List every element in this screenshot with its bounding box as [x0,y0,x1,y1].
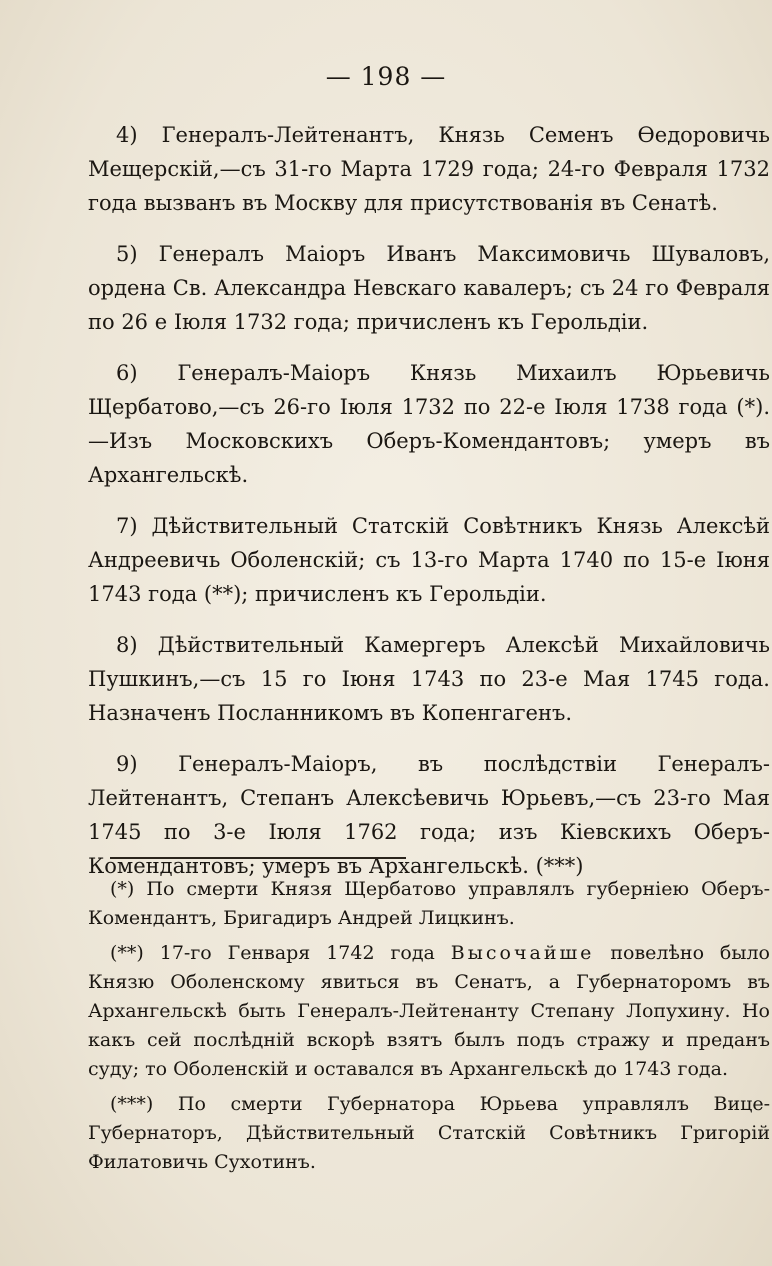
footnote-3: (***) По смерти Губернатора Юрьева управлялъ Вице-Губернаторъ, Дѣйствительный Статскій Совѣтникъ Григорій Филатовичь Сухотинъ. [88,1093,770,1173]
paragraph-6: 6) Генералъ-Маіоръ Князь Михаилъ Юрьевичь Щербатово,—съ 26-го Іюля 1732 по 22-е Іюля 1738 года (*).—Изъ Московскихъ Оберъ-Комендантовъ; умеръ въ Архангельскѣ. [88,361,770,487]
footnote-2-start: (**) 17-го Генваря 1742 года [110,942,451,964]
footnote-2-emphasis: Высочайше [450,942,595,964]
page-number: — 198 — [325,62,447,91]
footnotes [88,875,770,1183]
footnote-2-rest: повелѣно было Князю Оболенскому явиться въ Сенатъ, а Губернаторомъ въ Архангельскѣ быть Генералъ-Лейтенанту Степану Лопухину. Но какъ сей послѣдній вскорѣ взятъ былъ подъ стражу и преданъ суду; то Оболенскій и оставался въ Архангельскѣ до 1743 года. [88,942,770,1080]
main-text [88,118,770,900]
paragraph-7: 7) Дѣйствительный Статскій Совѣтникъ Князь Алексѣй Андреевичь Оболенскій; съ 13-го Марта 1740 по 15-е Іюня 1743 года (**); причисленъ къ Герольдіи. [88,514,770,606]
paragraph-9: 9) Генералъ-Маіоръ, въ послѣдствіи Генералъ-Лейтенантъ, Степанъ Алексѣевичь Юрьевъ,—съ 23-го Мая 1745 по 3-е Іюля 1762 года; изъ Кіевскихъ Оберъ-Комендантовъ; умеръ въ Архангельскѣ. (***) [88,752,770,878]
footnote-2 [88,939,770,1084]
paragraph-5: 5) Генералъ Маіоръ Иванъ Максимовичь Шуваловъ, ордена Св. Александра Невскаго кавалеръ; съ 24 го Февраля по 26 е Іюля 1732 года; причисленъ къ Герольдіи. [88,242,770,334]
paragraph-4: 4) Генералъ-Лейтенантъ, Князь Семенъ Өедоровичь Мещерскій,—съ 31-го Марта 1729 года; 24-го Февраля 1732 года вызванъ въ Москву для присутствованія въ Сенатѣ. [88,123,770,215]
footnote-divider [110,857,406,859]
paragraph-8: 8) Дѣйствительный Камергеръ Алексѣй Михайловичь Пушкинъ,—съ 15 го Іюня 1743 по 23-е Мая 1745 года. Назначенъ Посланникомъ въ Копенгагенъ. [88,633,770,725]
footnote-1: (*) По смерти Князя Щербатово управлялъ губерніею Оберъ-Комендантъ, Бригадиръ Андрей Лицкинъ. [88,878,770,929]
